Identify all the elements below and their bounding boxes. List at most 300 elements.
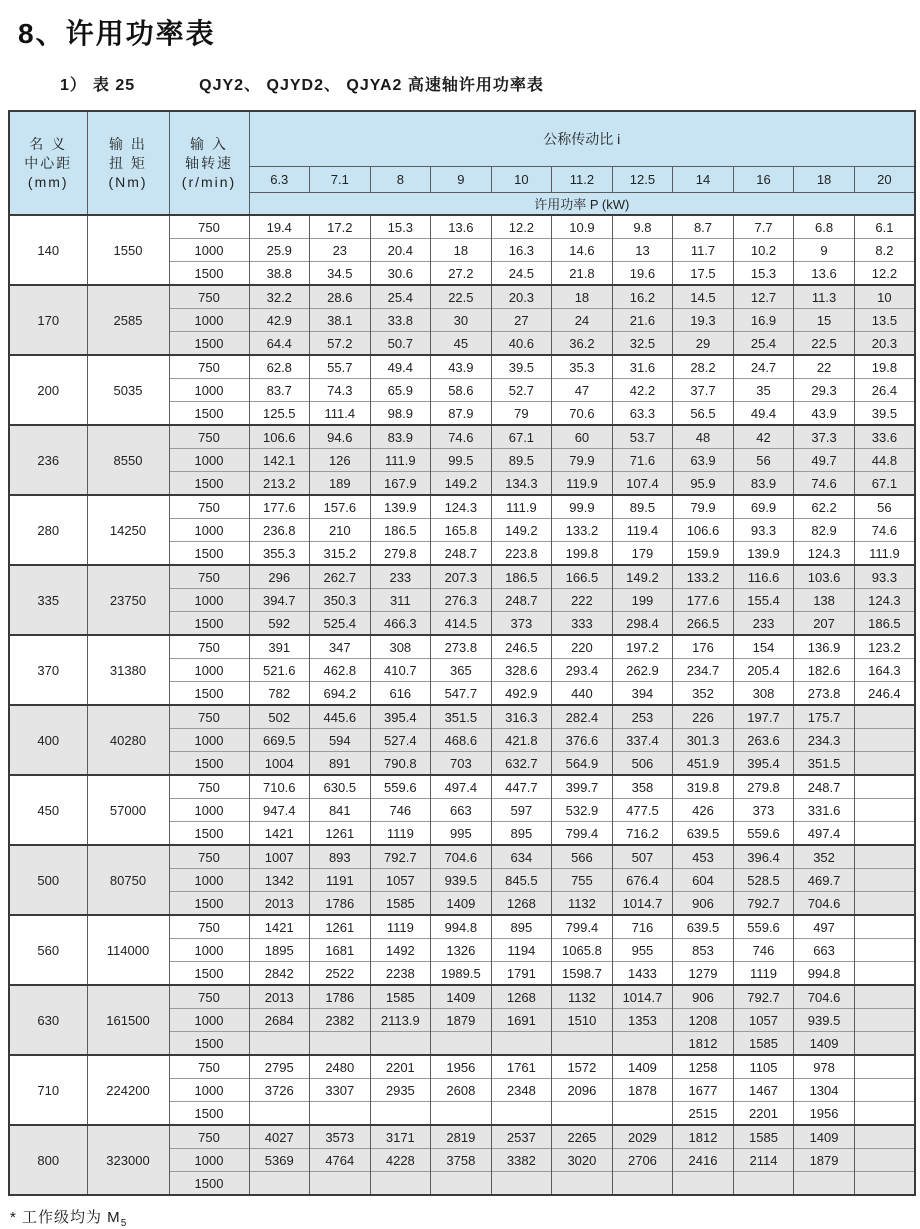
table-header [9, 111, 915, 215]
power-value-cell: 2201 [733, 1102, 794, 1126]
power-value-cell: 29.3 [794, 379, 855, 402]
power-value-cell: 65.9 [370, 379, 431, 402]
input-speed-cell: 750 [169, 355, 249, 379]
power-value-cell: 43.9 [794, 402, 855, 426]
input-speed-cell: 1000 [169, 799, 249, 822]
header-permissible-power: 许用功率 P (kW) [249, 193, 915, 216]
power-value-cell [854, 985, 915, 1009]
power-value-cell: 246.5 [491, 635, 552, 659]
power-value-cell: 39.5 [854, 402, 915, 426]
power-value-cell: 189 [310, 472, 371, 496]
power-value-cell: 316.3 [491, 705, 552, 729]
power-value-cell: 13 [612, 239, 673, 262]
power-value-cell [370, 1032, 431, 1056]
power-value-cell: 222 [552, 589, 613, 612]
power-value-cell: 197.2 [612, 635, 673, 659]
power-value-cell: 1326 [431, 939, 492, 962]
power-value-cell: 62.2 [794, 495, 855, 519]
power-value-cell: 2684 [249, 1009, 310, 1032]
power-value-cell: 22.5 [794, 332, 855, 356]
power-value-cell: 333 [552, 612, 613, 636]
power-value-cell: 328.6 [491, 659, 552, 682]
input-speed-cell: 1500 [169, 822, 249, 846]
input-speed-cell: 1000 [169, 309, 249, 332]
ratio-header-cell: 20 [854, 167, 915, 193]
power-value-cell: 19.4 [249, 215, 310, 239]
power-value-cell: 24 [552, 309, 613, 332]
power-value-cell: 14.5 [673, 285, 734, 309]
power-value-cell: 547.7 [431, 682, 492, 706]
power-value-cell: 38.8 [249, 262, 310, 286]
center-distance-cell: 500 [9, 845, 87, 915]
power-value-cell: 157.6 [310, 495, 371, 519]
power-value-cell: 27 [491, 309, 552, 332]
power-value-cell: 13.6 [794, 262, 855, 286]
power-value-cell: 1057 [370, 869, 431, 892]
power-value-cell: 179 [612, 542, 673, 566]
power-value-cell: 16.9 [733, 309, 794, 332]
power-value-cell: 93.3 [733, 519, 794, 542]
power-value-cell: 67.1 [854, 472, 915, 496]
power-value-cell: 895 [491, 822, 552, 846]
ratio-header-cell: 12.5 [612, 167, 673, 193]
power-value-cell: 3726 [249, 1079, 310, 1102]
power-value-cell: 994.8 [431, 915, 492, 939]
power-value-cell: 199 [612, 589, 673, 612]
power-value-cell: 8.2 [854, 239, 915, 262]
power-value-cell: 279.8 [370, 542, 431, 566]
power-value-cell: 1261 [310, 915, 371, 939]
input-speed-cell: 750 [169, 775, 249, 799]
power-value-cell: 248.7 [431, 542, 492, 566]
power-value-cell: 176 [673, 635, 734, 659]
power-value-cell: 273.8 [431, 635, 492, 659]
power-value-cell: 421.8 [491, 729, 552, 752]
power-value-cell: 37.3 [794, 425, 855, 449]
power-value-cell: 3758 [431, 1149, 492, 1172]
power-value-cell: 373 [733, 799, 794, 822]
power-value-cell: 1409 [612, 1055, 673, 1079]
power-value-cell: 1879 [794, 1149, 855, 1172]
input-speed-cell: 1000 [169, 1149, 249, 1172]
power-value-cell: 3382 [491, 1149, 552, 1172]
power-value-cell: 891 [310, 752, 371, 776]
power-value-cell: 47 [552, 379, 613, 402]
power-value-cell: 98.9 [370, 402, 431, 426]
power-value-cell: 2201 [370, 1055, 431, 1079]
power-value-cell: 210 [310, 519, 371, 542]
input-speed-cell: 1000 [169, 519, 249, 542]
power-value-cell: 1014.7 [612, 892, 673, 916]
input-speed-cell: 1500 [169, 752, 249, 776]
power-value-cell: 337.4 [612, 729, 673, 752]
power-value-cell: 559.6 [733, 822, 794, 846]
power-value-cell: 2416 [673, 1149, 734, 1172]
power-value-cell: 559.6 [370, 775, 431, 799]
power-value-cell: 1812 [673, 1125, 734, 1149]
output-torque-cell: 8550 [87, 425, 169, 495]
power-value-cell: 5369 [249, 1149, 310, 1172]
power-value-cell: 44.8 [854, 449, 915, 472]
power-value-cell [310, 1102, 371, 1126]
power-value-cell: 497.4 [431, 775, 492, 799]
power-value-cell: 279.8 [733, 775, 794, 799]
power-value-cell: 111.9 [491, 495, 552, 519]
power-value-cell: 350.3 [310, 589, 371, 612]
power-value-cell: 236.8 [249, 519, 310, 542]
power-value-cell [491, 1172, 552, 1196]
power-value-cell: 63.3 [612, 402, 673, 426]
power-value-cell: 352 [794, 845, 855, 869]
power-value-cell [854, 939, 915, 962]
power-value-cell: 27.2 [431, 262, 492, 286]
power-value-cell: 25.9 [249, 239, 310, 262]
power-value-cell [854, 1009, 915, 1032]
power-value-cell: 939.5 [431, 869, 492, 892]
power-value-cell: 124.3 [431, 495, 492, 519]
input-speed-cell: 750 [169, 915, 249, 939]
power-value-cell: 83.9 [370, 425, 431, 449]
input-speed-cell: 1500 [169, 1172, 249, 1196]
table-row [9, 1055, 915, 1079]
power-value-cell: 2795 [249, 1055, 310, 1079]
power-value-cell: 226 [673, 705, 734, 729]
table-row [9, 1125, 915, 1149]
power-value-cell: 69.9 [733, 495, 794, 519]
power-value-cell: 99.9 [552, 495, 613, 519]
power-value-cell: 1007 [249, 845, 310, 869]
power-value-cell [310, 1172, 371, 1196]
center-distance-cell: 710 [9, 1055, 87, 1125]
power-value-cell: 6.8 [794, 215, 855, 239]
power-value-cell: 453 [673, 845, 734, 869]
power-value-cell: 440 [552, 682, 613, 706]
power-value-cell: 978 [794, 1055, 855, 1079]
power-value-cell: 507 [612, 845, 673, 869]
table-row [9, 565, 915, 589]
power-value-cell: 74.6 [854, 519, 915, 542]
output-torque-cell: 323000 [87, 1125, 169, 1195]
power-value-cell: 42 [733, 425, 794, 449]
power-value-cell [854, 1032, 915, 1056]
power-value-cell [854, 822, 915, 846]
power-value-cell [431, 1032, 492, 1056]
power-value-cell: 2819 [431, 1125, 492, 1149]
power-value-cell: 782 [249, 682, 310, 706]
power-value-cell: 347 [310, 635, 371, 659]
power-value-cell: 43.9 [431, 355, 492, 379]
power-value-cell: 2113.9 [370, 1009, 431, 1032]
power-value-cell: 939.5 [794, 1009, 855, 1032]
power-value-cell: 262.9 [612, 659, 673, 682]
power-value-cell: 62.8 [249, 355, 310, 379]
power-value-cell: 597 [491, 799, 552, 822]
power-value-cell: 159.9 [673, 542, 734, 566]
power-value-cell: 594 [310, 729, 371, 752]
power-value-cell: 28.6 [310, 285, 371, 309]
power-value-cell: 469.7 [794, 869, 855, 892]
power-value-cell: 447.7 [491, 775, 552, 799]
center-distance-cell: 280 [9, 495, 87, 565]
input-speed-cell: 750 [169, 845, 249, 869]
power-value-cell: 3307 [310, 1079, 371, 1102]
power-value-cell: 663 [431, 799, 492, 822]
power-value-cell: 906 [673, 892, 734, 916]
power-value-cell: 2382 [310, 1009, 371, 1032]
power-value-cell: 39.5 [491, 355, 552, 379]
power-value-cell: 233 [370, 565, 431, 589]
power-value-cell: 149.2 [491, 519, 552, 542]
power-value-cell: 2522 [310, 962, 371, 986]
power-value-cell: 1956 [431, 1055, 492, 1079]
table-row [9, 915, 915, 939]
power-value-cell: 25.4 [370, 285, 431, 309]
power-value-cell: 895 [491, 915, 552, 939]
power-value-cell: 33.6 [854, 425, 915, 449]
power-value-cell: 21.8 [552, 262, 613, 286]
input-speed-cell: 1500 [169, 962, 249, 986]
output-torque-cell: 40280 [87, 705, 169, 775]
power-value-cell: 48 [673, 425, 734, 449]
power-value-cell [249, 1032, 310, 1056]
power-value-cell: 351.5 [431, 705, 492, 729]
footnote-subscript: 5 [120, 1218, 128, 1229]
power-value-cell: 10 [854, 285, 915, 309]
power-value-cell: 246.4 [854, 682, 915, 706]
power-value-cell: 234.7 [673, 659, 734, 682]
power-value-cell: 12.2 [854, 262, 915, 286]
power-value-cell: 799.4 [552, 822, 613, 846]
power-value-cell: 70.6 [552, 402, 613, 426]
power-value-cell: 205.4 [733, 659, 794, 682]
power-value-cell: 468.6 [431, 729, 492, 752]
power-value-cell: 175.7 [794, 705, 855, 729]
power-value-cell: 1342 [249, 869, 310, 892]
power-value-cell [854, 729, 915, 752]
power-value-cell: 492.9 [491, 682, 552, 706]
input-speed-cell: 1000 [169, 589, 249, 612]
power-value-cell: 18 [552, 285, 613, 309]
power-value-cell [491, 1032, 552, 1056]
power-value-cell: 1304 [794, 1079, 855, 1102]
power-value-cell: 263.6 [733, 729, 794, 752]
power-value-cell: 566 [552, 845, 613, 869]
power-value-cell: 11.7 [673, 239, 734, 262]
power-value-cell: 755 [552, 869, 613, 892]
input-speed-cell: 1000 [169, 939, 249, 962]
power-value-cell: 74.3 [310, 379, 371, 402]
power-value-cell: 15.3 [370, 215, 431, 239]
power-value-cell: 694.2 [310, 682, 371, 706]
power-value-cell: 2537 [491, 1125, 552, 1149]
power-value-cell: 233 [733, 612, 794, 636]
power-value-cell: 13.6 [431, 215, 492, 239]
center-distance-cell: 200 [9, 355, 87, 425]
power-value-cell: 1878 [612, 1079, 673, 1102]
power-value-cell: 1677 [673, 1079, 734, 1102]
power-value-cell: 1956 [794, 1102, 855, 1126]
power-value-cell: 8.7 [673, 215, 734, 239]
power-rating-table [8, 110, 916, 1196]
power-value-cell: 31.6 [612, 355, 673, 379]
power-value-cell: 67.1 [491, 425, 552, 449]
input-speed-cell: 750 [169, 985, 249, 1009]
power-value-cell: 23 [310, 239, 371, 262]
power-value-cell: 28.2 [673, 355, 734, 379]
input-speed-cell: 1000 [169, 239, 249, 262]
power-value-cell: 746 [370, 799, 431, 822]
power-value-cell: 1261 [310, 822, 371, 846]
input-speed-cell: 750 [169, 425, 249, 449]
power-value-cell: 138 [794, 589, 855, 612]
power-value-cell: 186.5 [854, 612, 915, 636]
power-value-cell: 497 [794, 915, 855, 939]
header-row-top [9, 111, 915, 167]
power-value-cell: 1258 [673, 1055, 734, 1079]
input-speed-cell: 1500 [169, 1032, 249, 1056]
power-value-cell: 308 [733, 682, 794, 706]
footnote-text: 工作级均为 M [22, 1209, 121, 1226]
power-value-cell: 111.4 [310, 402, 371, 426]
power-value-cell: 56 [854, 495, 915, 519]
power-value-cell: 564.9 [552, 752, 613, 776]
power-value-cell: 2013 [249, 985, 310, 1009]
page-title: 8、许用功率表 [18, 18, 216, 49]
power-value-cell: 2238 [370, 962, 431, 986]
power-value-cell: 82.9 [794, 519, 855, 542]
power-value-cell [370, 1172, 431, 1196]
power-value-cell [431, 1102, 492, 1126]
power-value-cell: 1812 [673, 1032, 734, 1056]
power-value-cell: 716.2 [612, 822, 673, 846]
power-value-cell: 716 [612, 915, 673, 939]
power-value-cell: 604 [673, 869, 734, 892]
power-value-cell: 57.2 [310, 332, 371, 356]
output-torque-cell: 114000 [87, 915, 169, 985]
power-value-cell: 19.6 [612, 262, 673, 286]
power-value-cell: 37.7 [673, 379, 734, 402]
power-value-cell: 358 [612, 775, 673, 799]
power-value-cell [370, 1102, 431, 1126]
power-value-cell: 276.3 [431, 589, 492, 612]
power-value-cell: 1895 [249, 939, 310, 962]
ratio-header-cell: 11.2 [552, 167, 613, 193]
power-value-cell: 79.9 [552, 449, 613, 472]
power-value-cell: 111.9 [370, 449, 431, 472]
power-value-cell: 106.6 [249, 425, 310, 449]
header-input-speed: 输 入 轴转速 (r/min) [169, 111, 249, 215]
power-value-cell: 24.7 [733, 355, 794, 379]
power-value-cell: 1119 [370, 822, 431, 846]
power-value-cell [854, 915, 915, 939]
power-value-cell: 1268 [491, 892, 552, 916]
center-distance-cell: 450 [9, 775, 87, 845]
ratio-header-cell: 10 [491, 167, 552, 193]
power-value-cell: 45 [431, 332, 492, 356]
center-distance-cell: 630 [9, 985, 87, 1055]
power-value-cell: 1119 [370, 915, 431, 939]
power-value-cell: 49.4 [733, 402, 794, 426]
power-value-cell: 1786 [310, 985, 371, 1009]
ratio-header-cell: 7.1 [310, 167, 371, 193]
output-torque-cell: 1550 [87, 215, 169, 285]
power-value-cell: 266.5 [673, 612, 734, 636]
power-value-cell: 1279 [673, 962, 734, 986]
power-value-cell [854, 752, 915, 776]
power-value-cell: 994.8 [794, 962, 855, 986]
output-torque-cell: 2585 [87, 285, 169, 355]
power-value-cell: 676.4 [612, 869, 673, 892]
power-value-cell: 14.6 [552, 239, 613, 262]
input-speed-cell: 1000 [169, 1009, 249, 1032]
power-value-cell: 296 [249, 565, 310, 589]
power-value-cell [854, 869, 915, 892]
power-value-cell: 906 [673, 985, 734, 1009]
power-value-cell: 4764 [310, 1149, 371, 1172]
power-value-cell: 1191 [310, 869, 371, 892]
power-value-cell: 527.4 [370, 729, 431, 752]
power-value-cell: 58.6 [431, 379, 492, 402]
power-value-cell: 841 [310, 799, 371, 822]
power-value-cell [249, 1102, 310, 1126]
power-value-cell: 119.9 [552, 472, 613, 496]
input-speed-cell: 1500 [169, 332, 249, 356]
center-distance-cell: 400 [9, 705, 87, 775]
power-value-cell: 1409 [794, 1125, 855, 1149]
power-value-cell [612, 1172, 673, 1196]
power-value-cell: 4228 [370, 1149, 431, 1172]
power-value-cell: 1353 [612, 1009, 673, 1032]
power-value-cell: 106.6 [673, 519, 734, 542]
power-value-cell: 38.1 [310, 309, 371, 332]
power-value-cell: 315.2 [310, 542, 371, 566]
power-value-cell: 12.2 [491, 215, 552, 239]
power-value-cell: 1572 [552, 1055, 613, 1079]
power-value-cell: 396.4 [733, 845, 794, 869]
power-value-cell: 1268 [491, 985, 552, 1009]
power-value-cell: 2706 [612, 1149, 673, 1172]
power-value-cell: 11.3 [794, 285, 855, 309]
power-value-cell: 149.2 [612, 565, 673, 589]
power-value-cell: 790.8 [370, 752, 431, 776]
input-speed-cell: 1500 [169, 892, 249, 916]
power-value-cell [431, 1172, 492, 1196]
power-value-cell: 1194 [491, 939, 552, 962]
caption-index: 1） [60, 77, 87, 94]
power-value-cell: 399.7 [552, 775, 613, 799]
power-value-cell: 60 [552, 425, 613, 449]
power-value-cell: 301.3 [673, 729, 734, 752]
power-value-cell: 639.5 [673, 822, 734, 846]
power-value-cell: 853 [673, 939, 734, 962]
input-speed-cell: 1000 [169, 379, 249, 402]
table-row [9, 845, 915, 869]
power-value-cell: 704.6 [794, 985, 855, 1009]
power-value-cell: 79.9 [673, 495, 734, 519]
power-value-cell: 207 [794, 612, 855, 636]
power-value-cell: 35.3 [552, 355, 613, 379]
power-value-cell: 355.3 [249, 542, 310, 566]
power-value-cell: 32.5 [612, 332, 673, 356]
power-value-cell: 74.6 [431, 425, 492, 449]
power-value-cell: 1065.8 [552, 939, 613, 962]
power-value-cell: 352 [673, 682, 734, 706]
power-value-cell: 13.5 [854, 309, 915, 332]
power-value-cell: 1761 [491, 1055, 552, 1079]
power-value-cell [854, 799, 915, 822]
power-value-cell: 2096 [552, 1079, 613, 1102]
table-row [9, 705, 915, 729]
